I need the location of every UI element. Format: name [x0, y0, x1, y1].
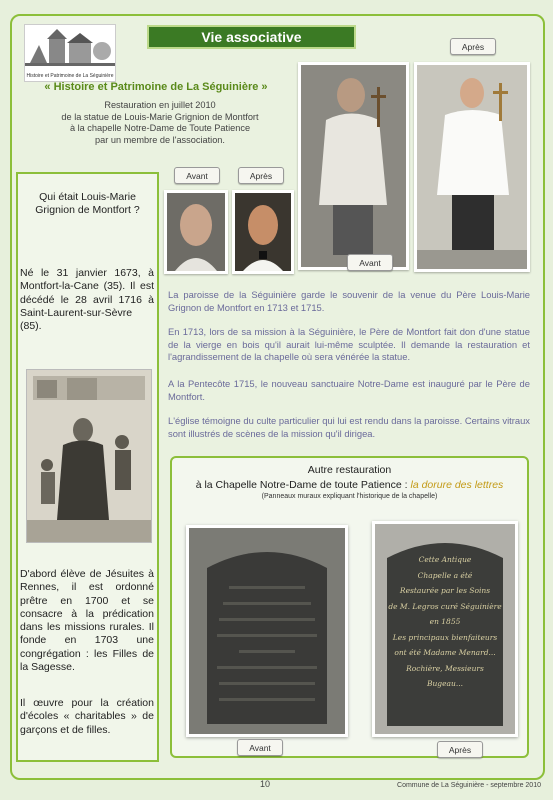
bio-paragraph-1: Né le 31 janvier 1673, à Montfort-la-Cane (35). Il est décédé le 28 avril 1716 à Saint-Laurent-sur-Sèvre (85). — [20, 267, 154, 333]
plaque-inscription — [387, 552, 503, 692]
bio-paragraph-2: D'abord élève de Jésuites à Rennes, il est ordonné prêtre en 1700 et se consacre à la prédication dans les missions rurales. Il fonde en 1703 une congrégation : les Filles de la Sagesse. — [20, 568, 154, 674]
label-apres: Après — [238, 167, 284, 184]
page-number: 10 — [260, 779, 271, 789]
section-title: Vie associative — [147, 25, 356, 49]
intro-text — [40, 100, 280, 146]
inscription-line: Rochière, Messieurs Bugeau... — [406, 663, 484, 688]
article-paragraph-2: En 1713, lors de sa mission à la Séguinière, le Père de Montfort fait don d'une statue de la vierge en bois qu'il aurait lui-même sculptée. Il demande la restauration et l'agrandissement de la chapelle où sera vénérée la statue. — [168, 326, 530, 362]
engraving-illustration — [26, 369, 152, 543]
inscription-line: Les principaux bienfaiteurs — [392, 632, 498, 642]
engraving-icon — [27, 370, 151, 542]
face-photo-before — [164, 190, 228, 274]
face-photo-after — [232, 190, 294, 274]
publication-footer: Commune de La Séguinière - septembre 2010 — [397, 782, 541, 789]
statue-photo-after-large — [414, 62, 530, 272]
plaque-photo-before — [186, 525, 348, 737]
biography-question — [18, 191, 157, 217]
association-title: « Histoire et Patrimoine de La Séguinière » — [44, 81, 268, 93]
question-text: Qui était Louis-Marie Grignion de Montfort ? — [35, 191, 140, 216]
statue-photo-before-large — [298, 62, 409, 270]
label-apres: Après — [450, 38, 496, 55]
intro-line: de la statue de Louis-Marie Grignion de Montfort — [61, 111, 259, 122]
inscription-line: Restaurée par les Soins — [399, 586, 491, 595]
article-paragraph-1: La paroisse de la Séguinière garde le souvenir de la venue du Père Louis-Marie Grignon de Montfort en 1713 et 1715. — [168, 289, 530, 313]
label-avant: Avant — [347, 254, 393, 271]
label-apres: Après — [437, 741, 483, 758]
article-paragraph-3: A la Pentecôte 1715, le nouveau sanctuaire Notre-Dame est inauguré par le Père de Montfort. — [168, 378, 530, 402]
inscription-line: Cette Antique — [418, 555, 472, 564]
face-after-icon — [235, 193, 291, 271]
plaque-photo-after — [372, 521, 518, 737]
inscription-line: en 1855 — [429, 617, 461, 626]
logo-caption: Histoire et Patrimoine de La Séguinière — [26, 73, 114, 79]
other-restoration-note: (Panneaux muraux expliquant l'historique de la chapelle) — [261, 493, 438, 500]
other-restoration-subtitle — [170, 479, 529, 491]
inscription-line: Chapelle a été — [417, 570, 473, 580]
intro-line: Restauration en juillet 2010 — [104, 100, 216, 110]
intro-line: à la chapelle Notre-Dame de Toute Patience — [69, 123, 251, 133]
label-avant: Avant — [174, 167, 220, 184]
subtitle-highlight: la dorure des lettres — [410, 479, 504, 491]
plaque-before-icon — [189, 528, 345, 734]
subtitle-prefix: à la Chapelle Notre-Dame de toute Patience : — [195, 479, 408, 491]
bio-paragraph-3: Il œuvre pour la création d'écoles « charitables » de garçons et de filles. — [20, 697, 154, 736]
inscription-line: de M. Legros curé Séguinière — [388, 601, 502, 611]
statue-after-icon — [417, 65, 527, 269]
other-restoration-title: Autre restauration — [307, 464, 392, 476]
association-logo — [24, 24, 116, 82]
logo-drawing-icon — [25, 25, 115, 69]
intro-line: par un membre de l'association. — [95, 134, 225, 145]
inscription-line: ont été Madame Menard... — [394, 648, 496, 657]
face-before-icon — [167, 193, 225, 271]
label-avant: Avant — [237, 739, 283, 756]
statue-before-icon — [301, 65, 406, 267]
article-paragraph-4: L'église témoigne du culte particulier qui lui est rendu dans la paroisse. Certains vitraux sont illustrés de scènes de la mission qu'il dirigea. — [168, 415, 530, 439]
